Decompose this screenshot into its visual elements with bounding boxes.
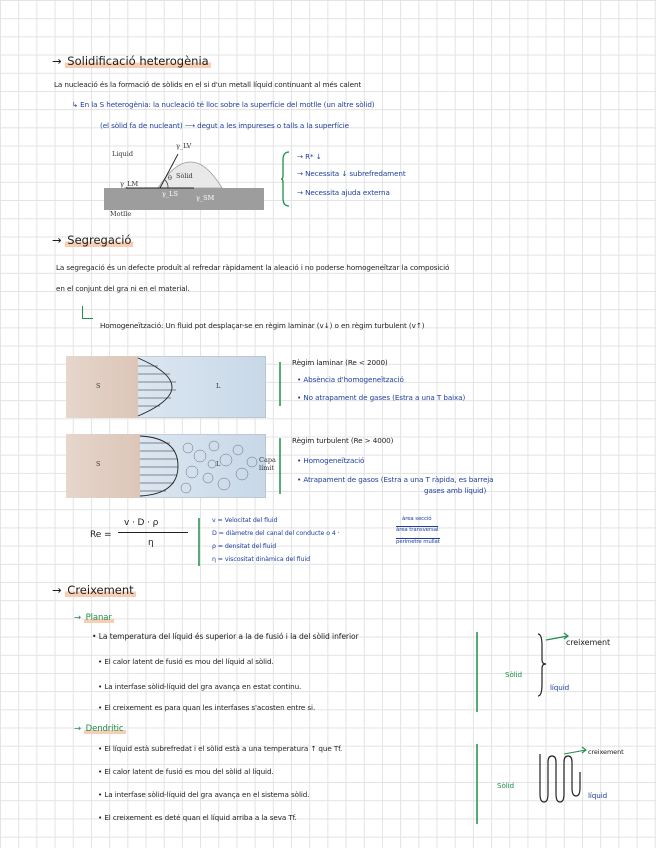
- fig-label: líquid: [550, 683, 570, 692]
- bullet-icon: •: [297, 393, 304, 402]
- bullet-item: • El creixement es para quan les interfases s'acosten entre si.: [98, 703, 316, 712]
- section-heading: [52, 583, 136, 597]
- arrow-right-icon: →: [297, 152, 306, 161]
- fig-label: creixement: [588, 748, 624, 756]
- fig-label: Sòlid: [505, 670, 523, 679]
- text-line: La nucleació és la formació de sòlids en el si d'un metall líquid continuant al més calent: [54, 80, 362, 89]
- text-line: (el sòlid fa de nucleant) ⟶ degut a les impureses o talls a la superfície: [100, 121, 349, 130]
- arrow-right-icon: →: [74, 613, 84, 623]
- arrow-right-icon: ⟶: [184, 121, 198, 130]
- text-line: La segregació és un defecte produït al refredar ràpidament la aleació i no poderse homogeneïtzar la composició: [56, 263, 450, 272]
- bullet-item: • No atrapament de gases (Estra a una T baixa): [297, 393, 466, 402]
- green-bracket: [196, 516, 204, 568]
- bullet-item: • Atrapament de gasos (Estra a una T ràpida, es barreja: [297, 475, 494, 484]
- corner-arrow-icon: ↳: [72, 100, 78, 109]
- bullet-icon: •: [297, 375, 304, 384]
- section-title: Segregació: [67, 233, 132, 247]
- subheading: → Planar: [74, 613, 112, 623]
- bullet-icon: •: [98, 682, 105, 691]
- arrow-right-icon: →: [74, 724, 84, 734]
- arrow-right-icon: →: [52, 583, 62, 597]
- regime-title: Règim laminar (Re < 2000): [292, 358, 388, 367]
- arrow-right-icon: →: [52, 233, 62, 247]
- formula-sub: perímetre mullat: [396, 539, 440, 545]
- fraction-bar: [118, 532, 188, 533]
- bullet-icon: •: [98, 813, 105, 822]
- bullet-item: • La interfase sòlid-líquid del gra avança en estat continu.: [98, 682, 302, 691]
- text-line: ↳ En la S heterogènia: la nucleació té lloc sobre la superfície del motlle (un altre sòlid): [72, 100, 375, 109]
- formula-var: η = viscositat dinàmica del fluid: [212, 556, 310, 563]
- formula-var: ρ = densitat del fluid: [212, 543, 277, 550]
- bullet-item: • El calor latent de fusió es mou del sòlid al líquid.: [98, 767, 274, 776]
- formula-var: D = diàmetre del canal del conducte o 4 ·: [212, 530, 340, 537]
- arrow-right-icon: →: [297, 188, 306, 197]
- section-heading: [52, 233, 133, 247]
- bullet-icon: •: [98, 790, 105, 799]
- laminar-diagram: S L: [66, 356, 266, 418]
- arrow-right-icon: →: [297, 169, 306, 178]
- text-line: en el conjunt del gra ni en el material.: [56, 284, 190, 293]
- bullet-item: • El calor latent de fusió es mou del líquid al sòlid.: [98, 657, 274, 666]
- bullet-icon: •: [98, 767, 105, 776]
- note: → R* ↓: [297, 152, 322, 161]
- green-bracket: [474, 630, 482, 714]
- bullet-icon: •: [297, 475, 304, 484]
- nucleation-diagram: Liquid Sòlid Motlle γ_LV γ_LM γ_SM γ_LS θ: [96, 138, 268, 218]
- formula-sub: àrea secció: [402, 516, 432, 522]
- section-title: Creixement: [67, 583, 134, 597]
- subheading: → Dendrític: [74, 724, 124, 734]
- note: → Necessita ↓ subrefredament: [297, 169, 406, 178]
- note: → Necessita ajuda externa: [297, 188, 390, 197]
- green-bracket: [474, 742, 482, 826]
- bullet-icon: •: [98, 744, 105, 753]
- green-bracket: [277, 436, 285, 496]
- green-bracket: [281, 150, 291, 208]
- section-heading: [52, 54, 211, 68]
- formula-numerator: v · D · ρ: [124, 518, 159, 528]
- formula-var: v = Velocitat del fluid: [212, 517, 278, 524]
- bullet-icon: •: [98, 703, 105, 712]
- bullet-item: • El creixement es deté quan el líquid arriba a la seva Tf.: [98, 813, 297, 822]
- bullet-continuation: gases amb líquid): [424, 486, 487, 495]
- fig-label: creixement: [566, 638, 610, 647]
- formula-sub: àrea transversal: [396, 527, 439, 533]
- bullet-icon: •: [98, 657, 105, 666]
- fig-label: líquid: [588, 791, 608, 800]
- bullet-item: • El líquid està subrefredat i el sòlid està a una temperatura ↑ que Tf.: [98, 744, 343, 753]
- bullet-item: • La temperatura del líquid és superior a la de fusió i la del sòlid inferior: [92, 632, 359, 641]
- turbulent-diagram: S L Capa límit: [66, 434, 266, 498]
- bullet-icon: •: [92, 632, 99, 641]
- regime-title: Règim turbulent (Re > 4000): [292, 436, 394, 445]
- bullet-item: • La interfase sòlid-líquid del gra avança en el sistema sòlid.: [98, 790, 310, 799]
- formula-denominator: η: [148, 538, 154, 548]
- corner-connector: [82, 306, 93, 319]
- bullet-item: • Homogeneïtzació: [297, 456, 365, 465]
- bullet-icon: •: [297, 456, 304, 465]
- section-title: Solidificació heterogènia: [67, 54, 209, 68]
- bullet-item: • Absència d'homogeneïtzació: [297, 375, 404, 384]
- text-line: Homogeneïtzació: Un fluid pot desplaçar-se en règim laminar (v↓) o en règim turbulent (v↑): [100, 321, 425, 330]
- arrow-right-icon: →: [52, 54, 62, 68]
- formula-lhs: Re =: [90, 530, 112, 540]
- green-bracket: [277, 360, 285, 408]
- fig-label: Sòlid: [497, 781, 515, 790]
